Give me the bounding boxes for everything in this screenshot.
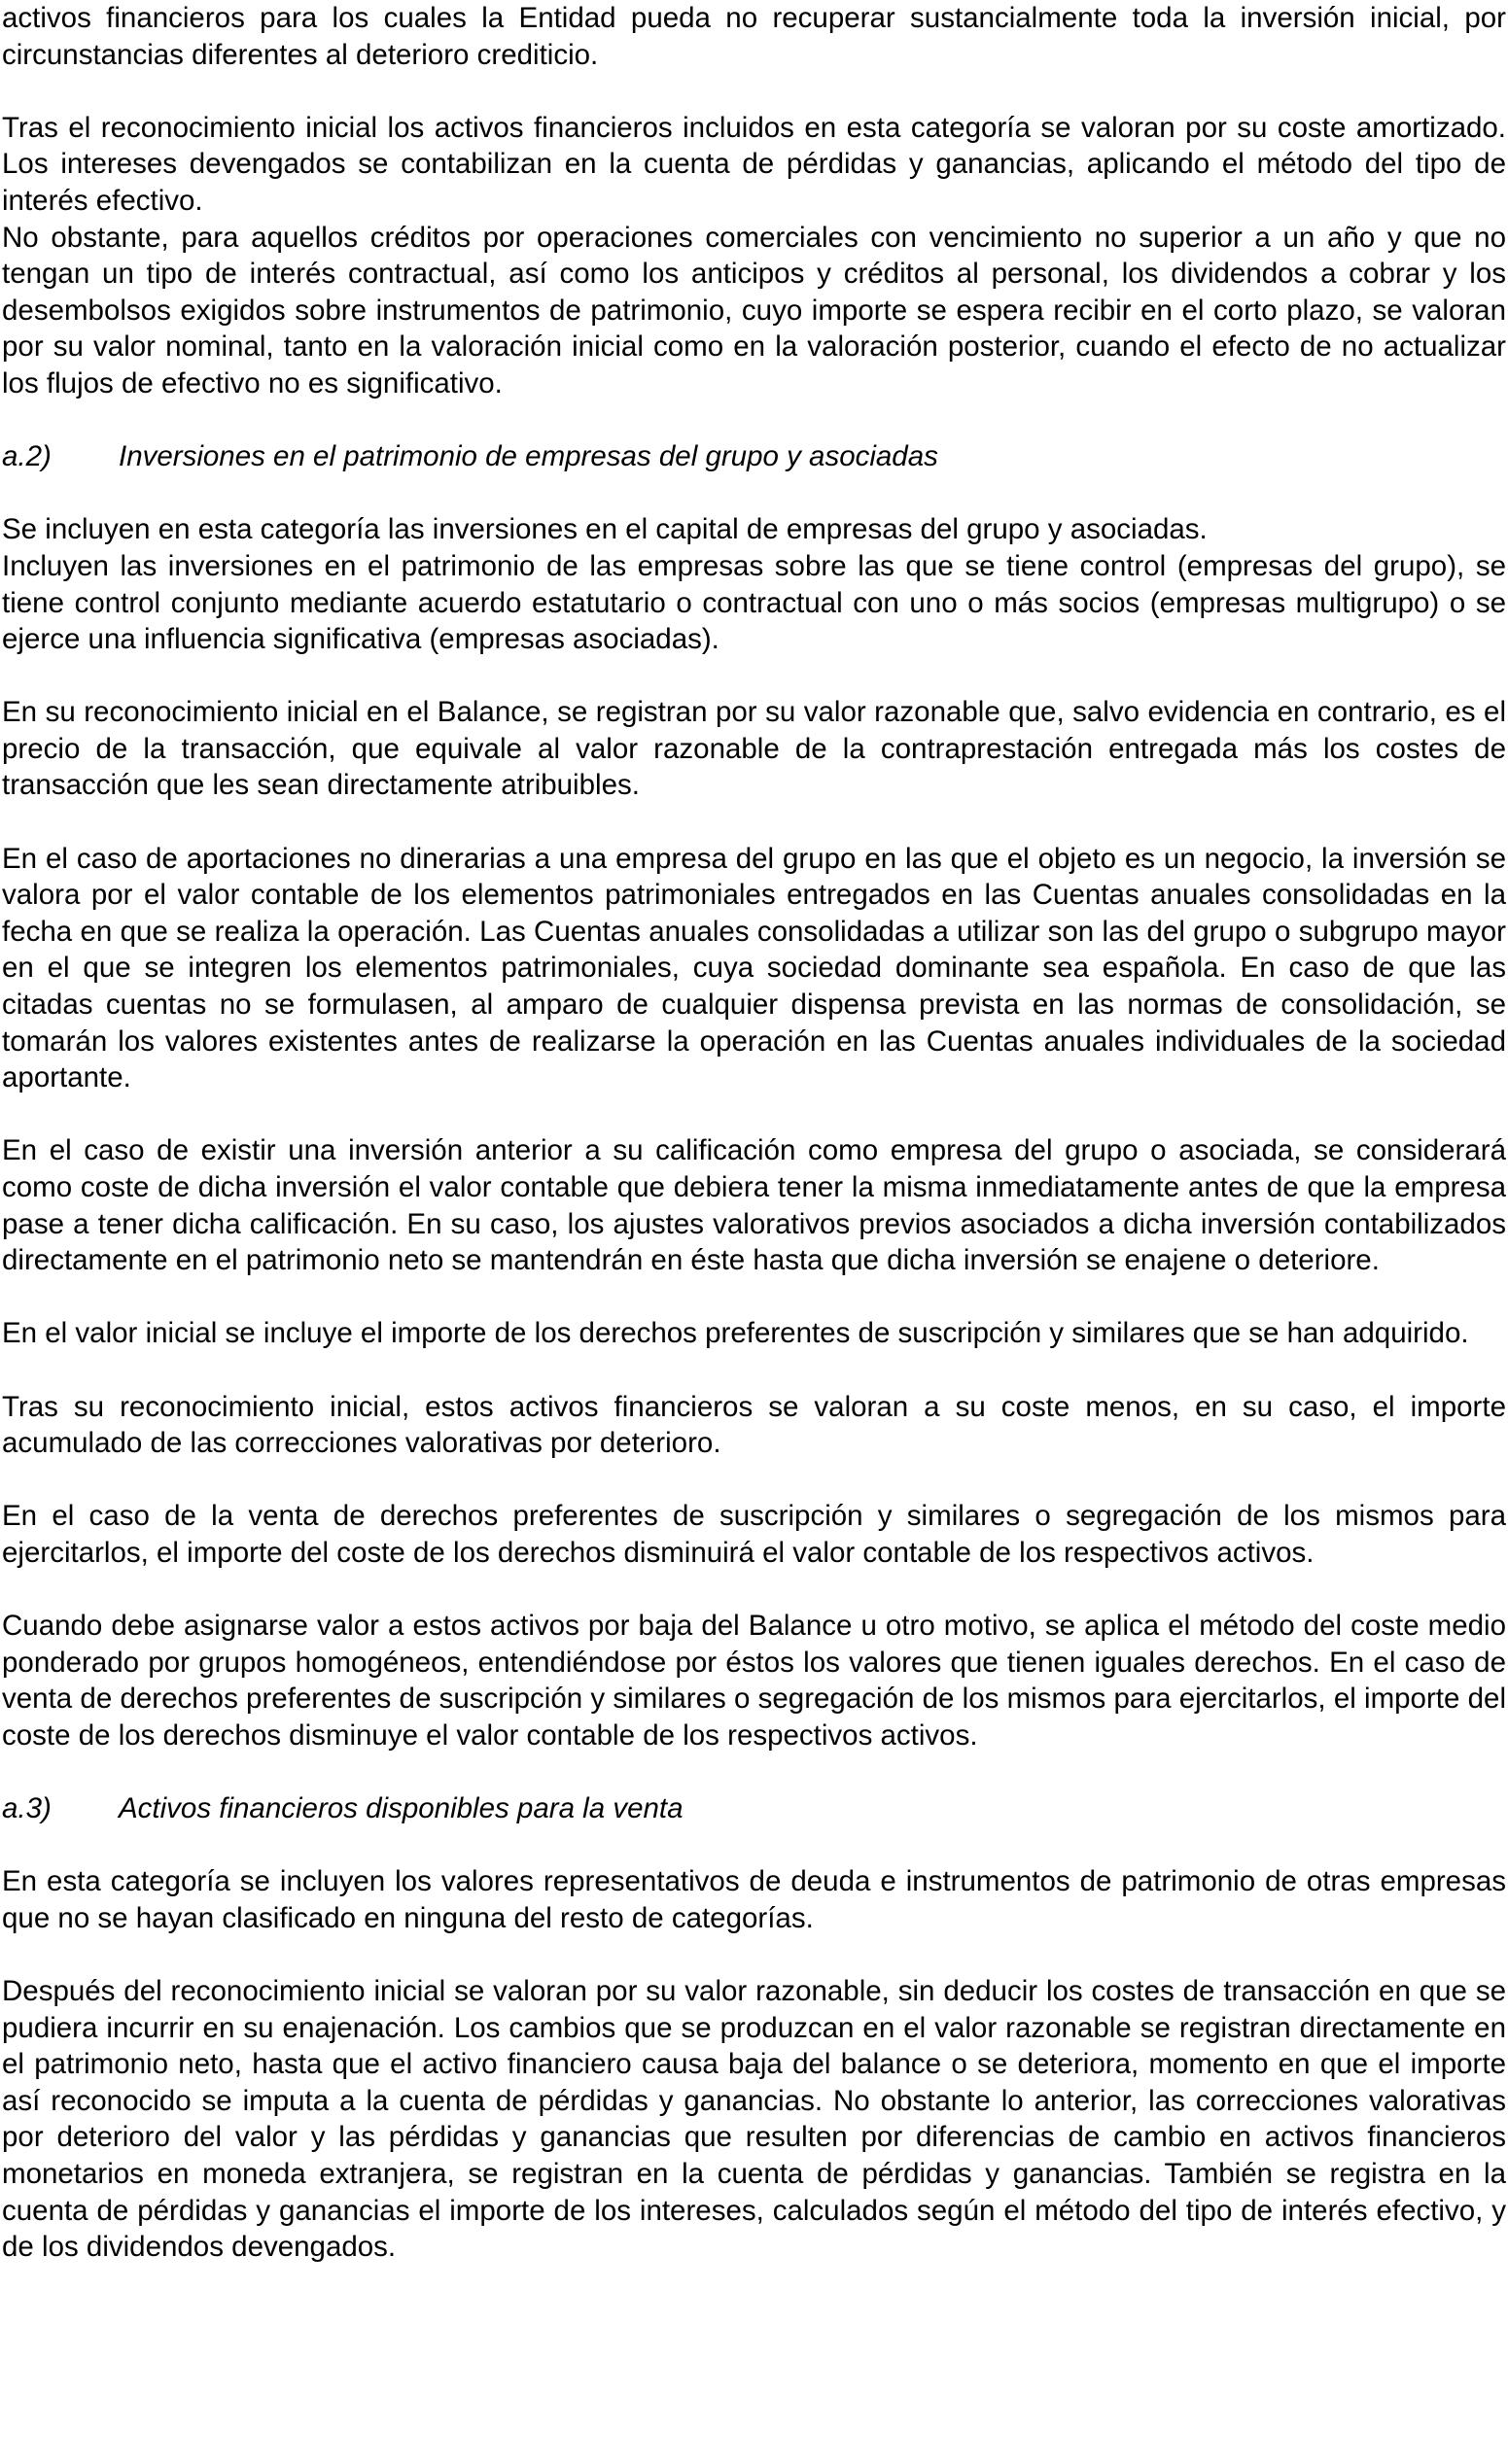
paragraph: En el caso de aportaciones no dinerarias a una empresa del grupo en las que el objeto es un negocio, la inversión se valora por el valor contable de los elementos patrimoniales entregados en las Cuentas anuales consolidadas en la fecha en que se realiza la operación. Las Cuentas anuales consolidadas a utilizar son las del grupo o subgrupo mayor en el que se integren los elementos patrimoniales, cuya sociedad dominante sea española. En caso de que las citadas cuentas no se formulasen, al amparo de cualquier dispensa prevista en las normas de consolidación, se tomarán los valores existentes antes de realizarse la operación en las Cuentas anuales individuales de la sociedad aportante. (2, 842, 1506, 1094)
section-heading (2, 1790, 1506, 1827)
paragraph: activos financieros para los cuales la Entidad pueda no recuperar sustancialmente toda la inversión inicial, por circunstancias diferentes al deterioro crediticio. (2, 2, 1506, 71)
section-number: a.3) (2, 1792, 52, 1825)
section-number: a.2) (2, 440, 52, 473)
paragraph: En el caso de la venta de derechos preferentes de suscripción y similares o segregación de los mismos para ejercitarlos, el importe del coste de los derechos disminuirá el valor contable de los respectivos activos. (2, 1500, 1506, 1569)
paragraph: En el valor inicial se incluye el importe de los derechos preferentes de suscripción y similares que se han adquirido. (2, 1317, 1469, 1350)
section-title: Activos financieros disponibles para la venta (119, 1792, 684, 1825)
section-title: Inversiones en el patrimonio de empresas del grupo y asociadas (119, 440, 938, 473)
paragraph: En esta categoría se incluyen los valores representativos de deuda e instrumentos de patrimonio de otras empresas que no se hayan clasificado en ninguna del resto de categorías. (2, 1865, 1506, 1934)
paragraph: En su reconocimiento inicial en el Balance, se registran por su valor razonable que, salvo evidencia en contrario, es el precio de la transacción, que equivale al valor razonable de la contraprestación entregada más los costes de transacción que les sean directamente atribuibles. (2, 696, 1506, 802)
section-heading (2, 438, 1506, 475)
paragraph: Después del reconocimiento inicial se valoran por su valor razonable, sin deducir los costes de transacción en que se pudiera incurrir en su enajenación. Los cambios que se produzcan en el valor razonable se registran directamente en el patrimonio neto, hasta que el activo financiero causa baja del balance o se deteriora, momento en que el importe así reconocido se imputa a la cuenta de pérdidas y ganancias. No obstante lo anterior, las correcciones valorativas por deterioro del valor y las pérdidas y ganancias que resulten por diferencias de cambio en activos financieros monetarios en moneda extranjera, se registran en la cuenta de pérdidas y ganancias. También se registra en la cuenta de pérdidas y ganancias el importe de los intereses, calculados según el método del tipo de interés efectivo, y de los dividendos devengados. (2, 1975, 1506, 2264)
paragraph: Tras el reconocimiento inicial los activos financieros incluidos en esta categoría se valoran por su coste amortizado. Los intereses devengados se contabilizan en la cuenta de pérdidas y ganancias, aplicando el método del tipo de interés efectivo. (2, 111, 1506, 217)
paragraph: Tras su reconocimiento inicial, estos activos financieros se valoran a su coste menos, en su caso, el importe acumulado de las correcciones valorativas por deterioro. (2, 1390, 1506, 1460)
paragraph: Incluyen las inversiones en el patrimonio de las empresas sobre las que se tiene control (empresas del grupo), se tiene control conjunto mediante acuerdo estatutario o contractual con uno o más socios (empresas multigrupo) o se ejerce una influencia significativa (empresas asociadas). (2, 549, 1506, 656)
paragraph: Se incluyen en esta categoría las inversiones en el capital de empresas del grupo y asociadas. (2, 513, 1208, 546)
paragraph: En el caso de existir una inversión anterior a su calificación como empresa del grupo o asociada, se considerará como coste de dicha inversión el valor contable que debiera tener la misma inmediatamente antes de que la empresa pase a tener dicha calificación. En su caso, los ajustes valorativos previos asociados a dicha inversión contabilizados directamente en el patrimonio neto se mantendrán en éste hasta que dicha inversión se enajene o deteriore. (2, 1134, 1506, 1277)
paragraph: No obstante, para aquellos créditos por operaciones comerciales con vencimiento no superior a un año y que no tengan un tipo de interés contractual, así como los anticipos y créditos al personal, los dividendos a cobrar y los desembolsos exigidos sobre instrumentos de patrimonio, cuyo importe se espera recibir en el corto plazo, se valoran por su valor nominal, tanto en la valoración inicial como en la valoración posterior, cuando el efecto de no actualizar los flujos de efectivo no es significativo. (2, 221, 1506, 399)
paragraph: Cuando debe asignarse valor a estos activos por baja del Balance u otro motivo, se aplica el método del coste medio ponderado por grupos homogéneos, entendiéndose por éstos los valores que tienen iguales derechos. En el caso de venta de derechos preferentes de suscripción y similares o segregación de los mismos para ejercitarlos, el importe del coste de los derechos disminuye el valor contable de los respectivos activos. (2, 1610, 1506, 1752)
